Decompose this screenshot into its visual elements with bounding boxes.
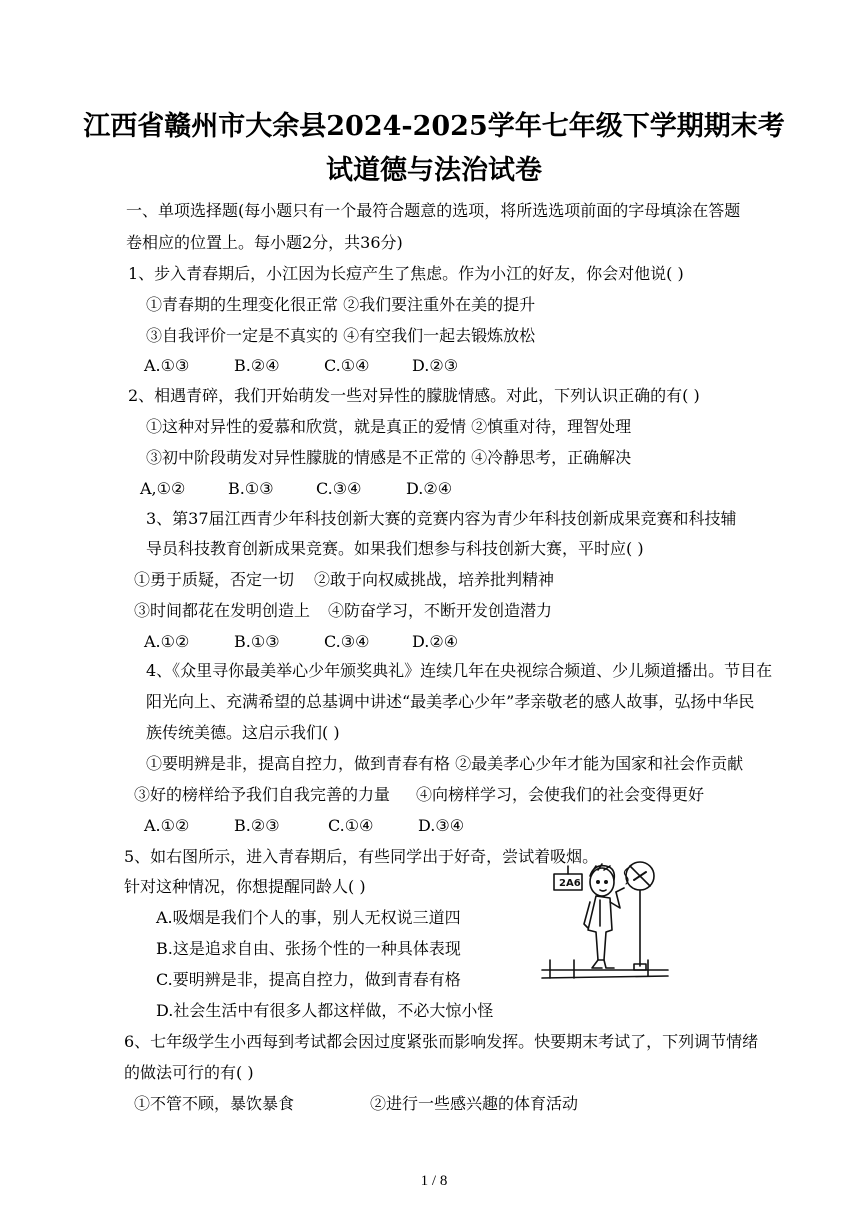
q3-option-a: A.①② bbox=[144, 632, 190, 651]
q2-stem: 2、相遇青碎，我们开始萌发一些对异性的朦胧情感。对此，下列认识正确的有( ) bbox=[128, 386, 700, 405]
q1-options bbox=[144, 356, 504, 376]
section-instructions-line2: 卷相应的位置上。每小题2分，共36分) bbox=[126, 233, 403, 252]
q5-stem-line1: 5、如右图所示，进入青春期后，有些同学出于好奇，尝试着吸烟。 bbox=[124, 847, 599, 866]
q5-option-c: C.要明辨是非，提高自控力，做到青春有格 bbox=[156, 970, 461, 989]
q2-item-line2: ③初中阶段萌发对异性朦胧的情感是不正常的 ④冷静思考，正确解决 bbox=[146, 448, 632, 467]
q5-option-a: A.吸烟是我们个人的事，别人无权说三道四 bbox=[156, 908, 461, 927]
q2-option-a: A,①② bbox=[140, 479, 186, 498]
q3-option-d: D.②④ bbox=[412, 632, 459, 651]
q1-item-line2: ③自我评价一定是不真实的 ④有空我们一起去锻炼放松 bbox=[146, 326, 536, 345]
q6-item-1: ①不管不顾，暴饮暴食 bbox=[134, 1094, 295, 1113]
q4-stem-line2: 阳光向上、充满希望的总基调中讲述“最美孝心少年”孝亲敬老的感人故事，弘扬中华民 bbox=[146, 692, 755, 711]
q4-items-row2 bbox=[134, 785, 734, 805]
q3-items-row1 bbox=[134, 570, 734, 590]
exam-title-line1: 江西省赣州市大余县2024-2025学年七年级下学期期末考 bbox=[83, 111, 785, 142]
q3-option-b: B.①③ bbox=[234, 632, 280, 651]
q4-option-d: D.③④ bbox=[418, 816, 465, 835]
q2-option-c: C.③④ bbox=[316, 479, 362, 498]
student-head bbox=[590, 868, 614, 896]
ground-line bbox=[542, 976, 668, 978]
q2-option-b: B.①③ bbox=[228, 479, 274, 498]
q3-item-3: ③时间都花在发明创造上 bbox=[134, 601, 311, 620]
q4-options bbox=[144, 816, 504, 836]
q1-stem: 1、步入青春期后，小江因为长痘产生了焦虑。作为小江的好友，你会对他说( ) bbox=[128, 264, 684, 283]
q4-option-a: A.①② bbox=[144, 816, 190, 835]
q4-option-b: B.②③ bbox=[234, 816, 280, 835]
exam-title-line2: 试道德与法治试卷 bbox=[326, 155, 542, 186]
q6-items-row1 bbox=[134, 1094, 734, 1114]
cigarette bbox=[616, 888, 624, 892]
q6-stem-line2: 的做法可行的有( ) bbox=[124, 1063, 254, 1082]
q2-options bbox=[140, 479, 500, 499]
smoking-student-illustration bbox=[540, 848, 672, 984]
section-instructions-line1: 一、单项选择题(每小题只有一个最符合题意的选项，将所选选项前面的字母填涂在答题 bbox=[126, 201, 741, 220]
q4-item-3: ③好的榜样给予我们自我完善的力量 bbox=[134, 785, 391, 804]
q3-item-1: ①勇于质疑，否定一切 bbox=[134, 570, 295, 589]
page-number: 1 / 8 bbox=[420, 1173, 448, 1189]
q5-option-b: B.这是追求自由、张扬个性的一种具体表现 bbox=[156, 939, 461, 958]
q3-item-4: ④防奋学习，不断开发创造潜力 bbox=[328, 601, 553, 620]
q3-options bbox=[144, 632, 504, 652]
q6-item-2: ②进行一些感兴趣的体育活动 bbox=[370, 1094, 579, 1113]
room-sign-text: 2A6 bbox=[559, 878, 581, 889]
q4-stem-line1: 4、《众里寻你最美举心少年颁奖典礼》连续几年在央视综合频道、少儿频道播出。节目在 bbox=[146, 661, 773, 680]
q1-option-d: D.②③ bbox=[412, 356, 459, 375]
q4-item-4: ④向榜样学习，会使我们的社会变得更好 bbox=[416, 785, 705, 804]
q3-items-row2 bbox=[134, 601, 734, 621]
q4-item-line1: ①要明辨是非，提高自控力，做到青春有格 ②最美孝心少年才能为国家和社会作贡献 bbox=[146, 754, 744, 773]
q3-stem-line1: 3、第37届江西青少年科技创新大赛的竞赛内容为青少年科技创新成果竞赛和科技辅 bbox=[146, 509, 737, 528]
q1-option-b: B.②④ bbox=[234, 356, 280, 375]
q2-option-d: D.②④ bbox=[406, 479, 453, 498]
q5-stem-line2: 针对这种情况，你想提醒同龄人( ) bbox=[124, 877, 366, 896]
q1-option-a: A.①③ bbox=[144, 356, 190, 375]
q6-stem-line1: 6、七年级学生小西每到考试都会因过度紧张而影响发挥。快要期末考试了，下列调节情绪 bbox=[124, 1032, 759, 1051]
q4-option-c: C.①④ bbox=[328, 816, 374, 835]
q1-option-c: C.①④ bbox=[324, 356, 370, 375]
q5-option-d: D.社会生活中有很多人都这样做，不必大惊小怪 bbox=[156, 1001, 494, 1020]
q3-option-c: C.③④ bbox=[324, 632, 370, 651]
q2-item-line1: ①这种对异性的爱慕和欣赏，就是真正的爱情 ②慎重对待，理智处理 bbox=[146, 417, 632, 436]
q3-stem-line2: 导员科技教育创新成果竞赛。如果我们想参与科技创新大赛，平时应( ) bbox=[146, 539, 644, 558]
q3-item-2: ②敢于向权威挑战，培养批判精神 bbox=[314, 570, 555, 589]
q4-stem-line3: 族传统美德。这启示我们( ) bbox=[146, 723, 340, 742]
q1-item-line1: ①青春期的生理变化很正常 ②我们要注重外在美的提升 bbox=[146, 295, 536, 314]
